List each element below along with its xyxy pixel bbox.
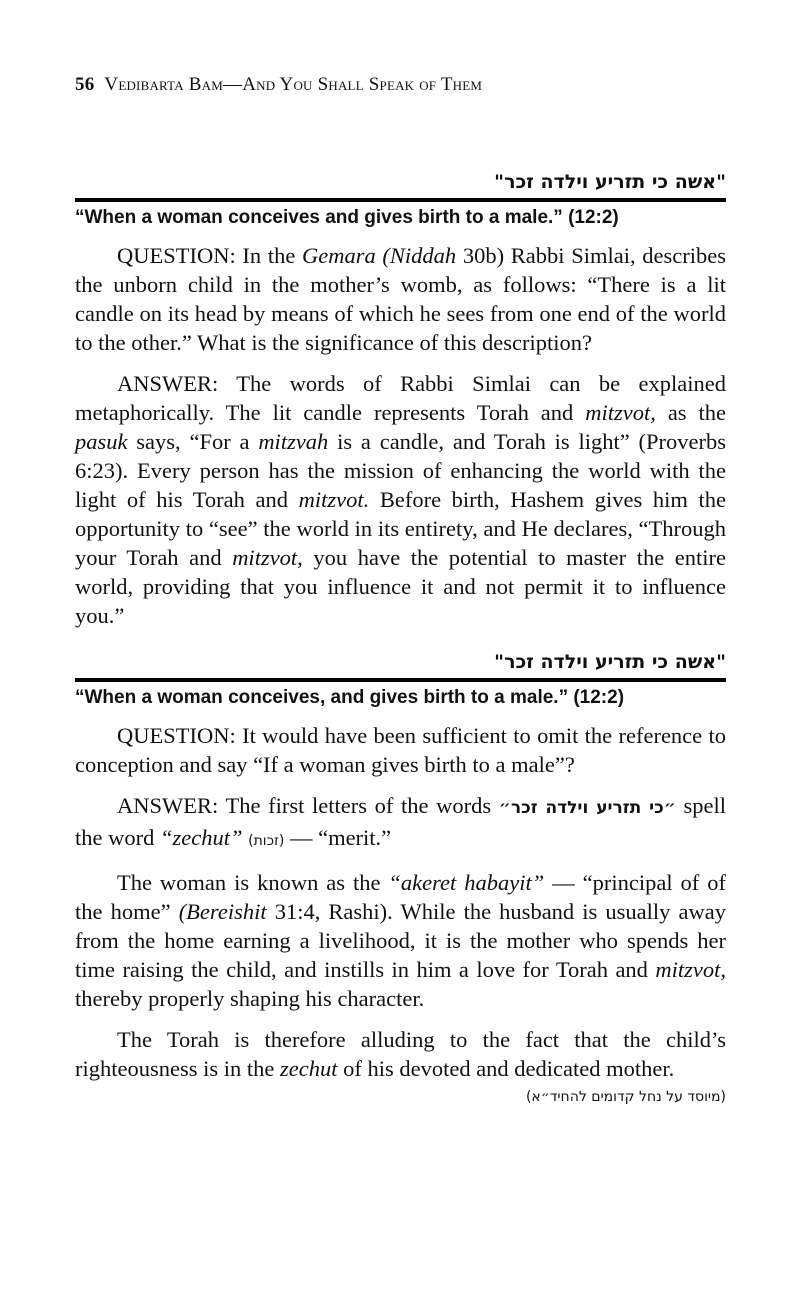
page-number: 56 xyxy=(75,74,95,95)
english-verse-title: “When a woman conceives and gives birth to a male.” (12:2) xyxy=(75,207,619,228)
paragraph: The Torah is therefore alluding to the fact that the child’s righteousness is in the zechut of his devoted and dedicated mother. xyxy=(75,1027,726,1081)
paragraph: The woman is known as the “akeret habayit” — “principal of of the home” (Bereishit 31:4, Rashi). While the husband is usually away from the home earning a livelihood, it is the mother who spends her time raising the child, and instills in him a love for Torah and mitzvot, thereby properly shaping his character. xyxy=(75,870,726,1011)
hebrew-verse-title: "אשה כי תזריע וילדה זכר" xyxy=(494,651,726,673)
book-title: Vedibarta Bam—And You Shall Speak of Them xyxy=(104,74,483,95)
answer-paragraph: ANSWER: The first letters of the words ״כי תזריע וילדה זכר״ spell the word “zechut” (זכות) — “merit.” xyxy=(75,793,726,850)
question-paragraph: QUESTION: In the Gemara (Niddah 30b) Rabbi Simlai, describes the unborn child in the mother’s womb, as follows: “There is a lit candle on its head by means of which he sees from one end of the world to the other.” What is the significance of this description? xyxy=(75,243,726,355)
question-paragraph: QUESTION: It would have been sufficient to omit the reference to conception and say “If a woman gives birth to a male”? xyxy=(75,723,726,777)
hebrew-verse-title: "אשה כי תזריע וילדה זכר" xyxy=(494,171,726,193)
source-citation: (מיוסד על נחל קדומים להחיד״א) xyxy=(525,1089,726,1105)
answer-paragraph: ANSWER: The words of Rabbi Simlai can be explained metaphorically. The lit candle represents Torah and mitzvot, as the pasuk says, “For a mitzvah is a candle, and Torah is light” (Proverbs 6:23). Every person has the mission of enhancing the world with the light of his Torah and mitzvot. Before birth, Hashem gives him the opportunity to “see” the world in its entirety, and He declares, “Through your Torah and mitzvot, you have the potential to master the entire world, providing that you influence it and not permit it to influence you.” xyxy=(75,371,727,628)
section-1 xyxy=(75,168,726,630)
divider xyxy=(75,198,726,202)
english-verse-title: “When a woman conceives, and gives birth to a male.” (12:2) xyxy=(75,687,625,708)
running-head xyxy=(75,74,482,96)
divider xyxy=(75,678,726,682)
section-2 xyxy=(75,648,726,1105)
